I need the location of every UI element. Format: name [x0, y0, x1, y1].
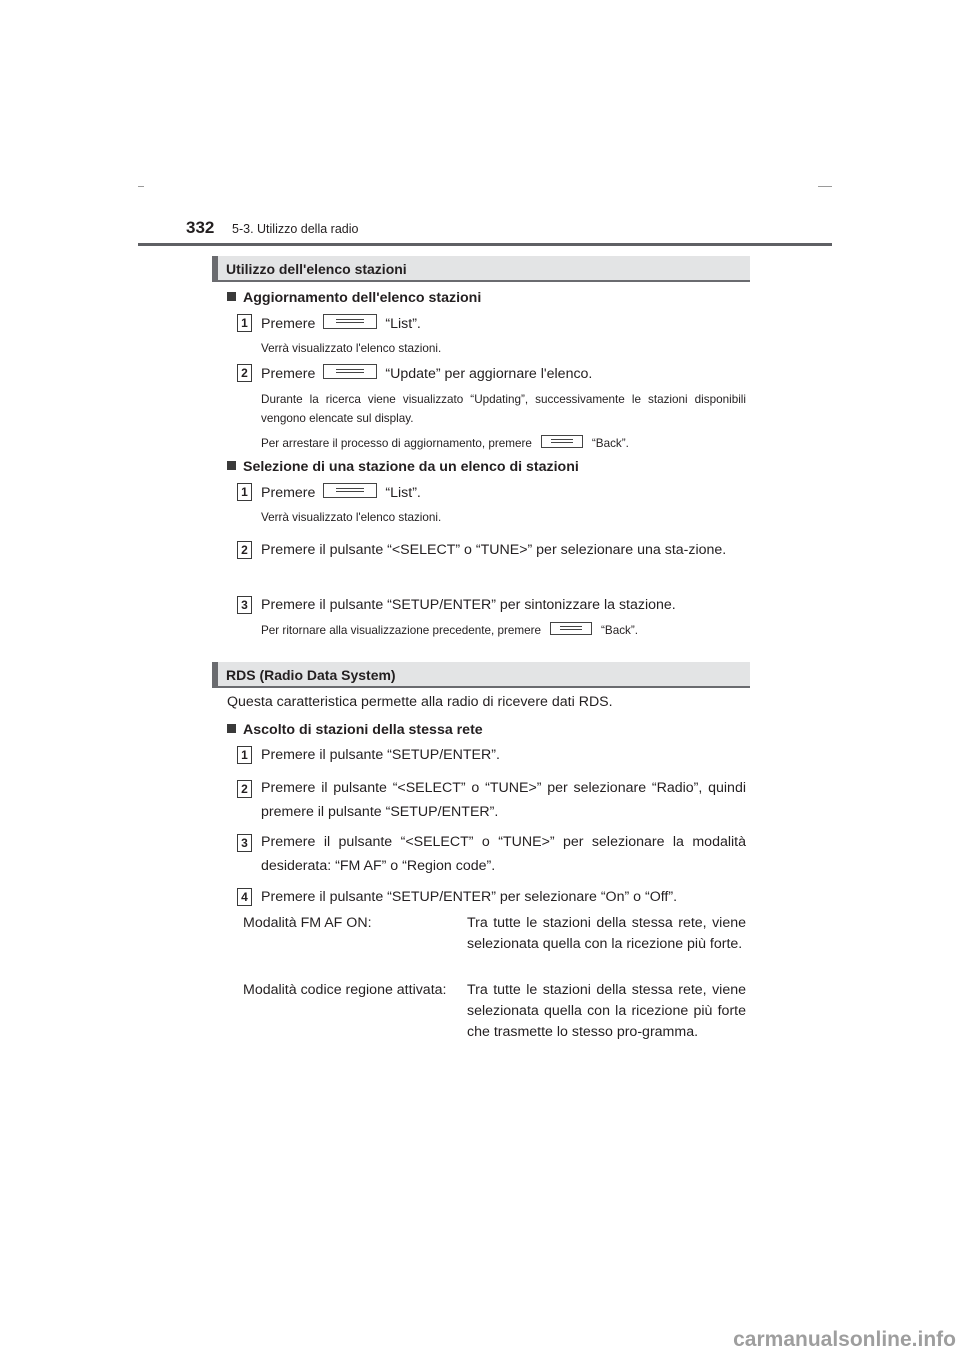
- square-bullet-icon: [227, 292, 236, 301]
- subsection-title: Selezione di una stazione da un elenco di stazioni: [227, 459, 579, 475]
- step-number: 2: [237, 780, 252, 798]
- running-header: 5-3. Utilizzo della radio: [232, 222, 359, 236]
- step-number: 2: [237, 541, 252, 559]
- step-note: Per arrestare il processo di aggiornamento, premere “Back”.: [261, 437, 629, 450]
- header-rule: [138, 243, 832, 246]
- step-number: 1: [237, 483, 252, 501]
- mode-description: Tra tutte le stazioni della stessa rete, viene selezionata quella con la ricezione più forte che trasmette lo stesso pro-gramma.: [467, 982, 746, 1040]
- step-number: 3: [237, 834, 252, 852]
- section-heading: [212, 662, 750, 688]
- step-number: 1: [237, 746, 252, 764]
- step-number: 2: [237, 364, 252, 382]
- section-heading: [212, 256, 750, 282]
- mode-label: Modalità codice regione attivata:: [243, 982, 447, 998]
- mode-description: Tra tutte le stazioni della stessa rete, viene selezionata quella con la ricezione più forte.: [467, 915, 746, 952]
- step-text: Premere il pulsante “<SELECT” o “TUNE>” per selezionare “Radio”, quindi premere il pulsante “SETUP/ENTER”.: [261, 780, 746, 820]
- step-text: Premere “List”.: [261, 485, 421, 501]
- step-note: Verrà visualizzato l'elenco stazioni.: [261, 342, 442, 355]
- mode-label: Modalità FM AF ON:: [243, 915, 372, 931]
- crop-mark-right: [818, 186, 832, 187]
- section-heading-text: RDS (Radio Data System): [226, 667, 396, 683]
- step-text: Premere “List”.: [261, 316, 421, 332]
- square-bullet-icon: [227, 724, 236, 733]
- step-text: Premere “Update” per aggiornare l'elenco.: [261, 366, 593, 382]
- step-number: 4: [237, 888, 252, 906]
- steering-switch-icon: [550, 622, 592, 635]
- subsection-title: Ascolto di stazioni della stessa rete: [227, 722, 483, 738]
- steering-switch-icon: [541, 435, 583, 448]
- step-text: Premere il pulsante “<SELECT” o “TUNE>” per selezionare una sta-zione.: [261, 542, 727, 558]
- subsection-title: Aggiornamento dell'elenco stazioni: [227, 290, 481, 306]
- step-note: Durante la ricerca viene visualizzato “Updating”, successivamente le stazioni disponibili vengono elencate sul display.: [261, 393, 746, 425]
- step-text: Premere il pulsante “SETUP/ENTER” per selezionare “On” o “Off”.: [261, 889, 678, 905]
- watermark-text: carmanualsonline.info: [733, 1328, 956, 1351]
- step-note: Per ritornare alla visualizzazione precedente, premere “Back”.: [261, 624, 639, 637]
- steering-switch-icon: [323, 364, 377, 379]
- steering-switch-icon: [323, 483, 377, 498]
- step-text: Premere il pulsante “SETUP/ENTER” per sintonizzare la stazione.: [261, 597, 676, 613]
- step-text: Premere il pulsante “SETUP/ENTER”.: [261, 747, 500, 763]
- square-bullet-icon: [227, 461, 236, 470]
- steering-switch-icon: [323, 314, 377, 329]
- crop-mark-left: [138, 186, 144, 187]
- section-heading-text: Utilizzo dell'elenco stazioni: [226, 261, 407, 277]
- step-number: 1: [237, 314, 252, 332]
- step-note: Verrà visualizzato l'elenco stazioni.: [261, 511, 442, 524]
- step-text: Premere il pulsante “<SELECT” o “TUNE>” per selezionare la modalità desiderata: “FM AF” o “Region code”.: [261, 834, 746, 874]
- page-number: 332: [186, 218, 215, 237]
- section-intro: Questa caratteristica permette alla radio di ricevere dati RDS.: [227, 694, 613, 710]
- step-number: 3: [237, 596, 252, 614]
